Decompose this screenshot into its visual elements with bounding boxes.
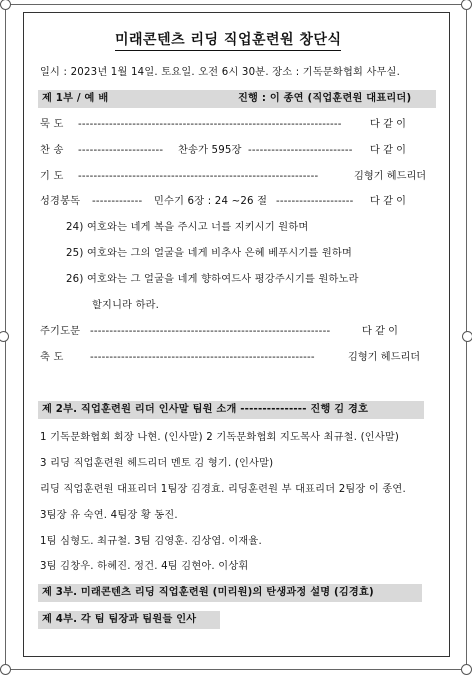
order-middle: 찬송가 595장 xyxy=(178,145,242,156)
dotted-leader: -------------------- xyxy=(276,196,354,207)
resize-handle-mid-right[interactable] xyxy=(462,331,472,342)
dotted-leader: -------------------------------------------------------------- xyxy=(90,326,331,337)
resize-handle-bottom-left[interactable] xyxy=(0,664,11,675)
order-label: 찬 송 xyxy=(40,145,64,156)
verse-line: 할지니라 하라. xyxy=(92,300,160,311)
dotted-leader: --------------------------- xyxy=(248,145,353,156)
order-right: 다 같 이 xyxy=(370,119,406,130)
dotted-leader: ---------------------- xyxy=(78,145,164,156)
verse-line: 26) 여호와는 그 얼굴을 네게 향하여드사 평강주시기를 원하노라 xyxy=(66,274,359,285)
order-label: 주기도문 xyxy=(40,326,81,337)
order-right: 다 같 이 xyxy=(362,326,398,337)
part2-heading: 제 2부. 직업훈련원 리더 인사말 팀원 소개 --------------- 진행 김 경호 xyxy=(42,404,369,415)
part2-line: 1 기독문화협회 회장 나현. (인사말) 2 기독문화협회 지도목사 최규철. (인사말) xyxy=(40,432,400,443)
verse-line: 24) 여호와는 네게 복을 주시고 너를 지키시기 원하며 xyxy=(66,222,309,233)
order-right: 다 같 이 xyxy=(370,145,406,156)
part4-heading: 제 4부. 각 팀 팀장과 팀원들 인사 xyxy=(42,614,197,625)
order-label: 기 도 xyxy=(40,171,64,182)
dotted-leader: -------------------------------------------------------------- xyxy=(78,171,319,182)
verse-line: 25) 여호와는 그의 얼굴을 네게 비추사 은혜 베푸시기를 원하며 xyxy=(66,248,353,259)
dotted-leader: ------------- xyxy=(92,196,143,207)
resize-handle-bottom-right[interactable] xyxy=(461,664,472,675)
info-line: 일시 : 2023년 1월 14일. 토요일. 오전 6시 30분. 장소 : 기독문화협회 사무실. xyxy=(40,67,401,78)
part2-line: 3팀장 유 숙연. 4팀장 황 동진. xyxy=(40,510,178,521)
order-middle: 민수기 6장 : 24 ~26 절 xyxy=(154,196,268,207)
part2-line: 1팀 심형도. 최규철. 3팀 김영훈. 김상엽. 이재율. xyxy=(40,536,262,547)
order-right: 김형기 헤드리더 xyxy=(348,352,421,363)
order-label: 축 도 xyxy=(40,352,64,363)
dotted-leader: ---------------------------------------------------------- xyxy=(90,352,315,363)
resize-handle-top-right[interactable] xyxy=(461,0,472,10)
part2-line: 3팀 김창우. 하혜진. 정건. 4팀 김현아. 이상휘 xyxy=(40,561,249,572)
dotted-leader: -------------------------------------------------------------------- xyxy=(78,119,342,130)
document-title: 미래콘텐츠 리딩 직업훈련원 창단식 xyxy=(115,29,341,51)
order-right: 김형기 헤드리더 xyxy=(354,171,427,182)
order-label: 묵 도 xyxy=(40,119,64,130)
order-right: 다 같 이 xyxy=(370,196,406,207)
part1-host: 진행 : 이 종연 (직업훈련원 대표리더) xyxy=(238,93,412,104)
part2-line: 3 리딩 직업훈련원 헤드리더 멘토 김 형기. (인사말) xyxy=(40,458,274,469)
part2-line: 리딩 직업훈련원 대표리더 1팀장 김경효. 리딩훈련원 부 대표리더 2팀장 이 종연. xyxy=(40,484,406,495)
order-label: 성경봉독 xyxy=(40,196,81,207)
part3-heading: 제 3부. 미래콘텐츠 리딩 직업훈련원 (미리원)의 탄생과정 설명 (김경효) xyxy=(42,587,374,598)
part1-heading: 제 1부 / 예 배 xyxy=(42,93,109,104)
